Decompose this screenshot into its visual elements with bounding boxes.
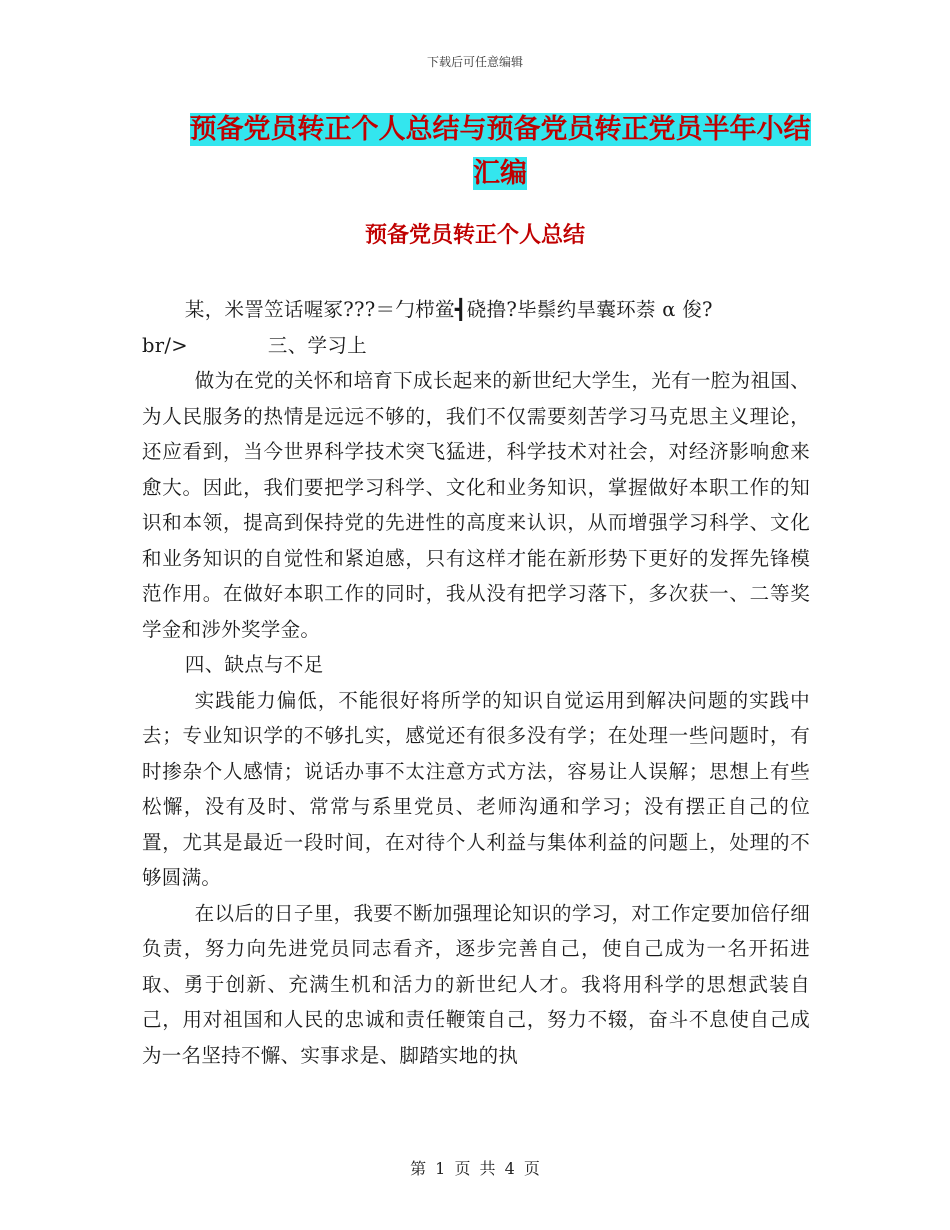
document-title xyxy=(140,108,860,196)
paragraph-garbled: 某，米詈笠话喔冢???＝勹栉鲎┫硗撸?毕鬃约旱囊环萘 α 俊? xyxy=(184,298,713,321)
heading-shortcomings: 四、缺点与不足 xyxy=(184,653,324,676)
paragraph-heading-study xyxy=(142,328,810,364)
paragraph-shortcomings: 实践能力偏低，不能很好将所学的知识自觉运用到解决问题的实践中去；专业知识学的不够扎实，感觉还有很多没有学；在处理一些问题时，有时掺杂个人感情；说话办事不太注意方式方法，容易让人误解；思想上有些松懈，没有及时、常常与系里党员、老师沟通和学习；没有摆正自己的位置，尤其是最近一段时间，在对待个人利益与集体利益的问题上，处理的不够圆满。 xyxy=(142,688,810,889)
heading-study: 三、学习上 xyxy=(267,333,367,357)
page-footer: 第 1 页 共 4 页 xyxy=(410,1159,540,1178)
body-text xyxy=(142,292,810,1073)
header-note: 下载后可任意编辑 xyxy=(426,55,523,69)
paragraph-study: 做为在党的关怀和培育下成长起来的新世纪大学生，光有一腔为祖国、为人民服务的热情是远远不够的，我们不仅需要刻苦学习马克思主义理论，还应看到，当今世界科学技术突飞猛进，科学技术对社会，对经济影响愈来愈大。因此，我们要把学习科学、文化和业务知识，掌握做好本职工作的知识和本领，提高到保持党的先进性的高度来认识，从而增强学习科学、文化和业务知识的自觉性和紧迫感，只有这样才能在新形势下更好的发挥先锋模范作用。在做好本职工作的同时，我从没有把学习落下，多次获一、二等奖学金和涉外奖学金。 xyxy=(142,369,810,641)
section-title: 预备党员转正个人总结 xyxy=(364,223,585,248)
title-line-2: 汇编 xyxy=(473,158,527,189)
paragraph-future: 在以后的日子里，我要不断加强理论知识的学习，对工作定要加倍仔细负责，努力向先进党员同志看齐，逐步完善自己，使自己成为一名开拓进取、勇于创新、充满生机和活力的新世纪人才。我将用科学的思想武装自己，用对祖国和人民的忠诚和责任鞭策自己，努力不辍，奋斗不息使自己成为一名坚持不懈、实事求是、脚踏实地的执 xyxy=(142,901,810,1067)
title-line-1: 预备党员转正个人总结与预备党员转正党员半年小结 xyxy=(189,114,811,145)
stray-tag-text: br/> xyxy=(142,333,188,357)
